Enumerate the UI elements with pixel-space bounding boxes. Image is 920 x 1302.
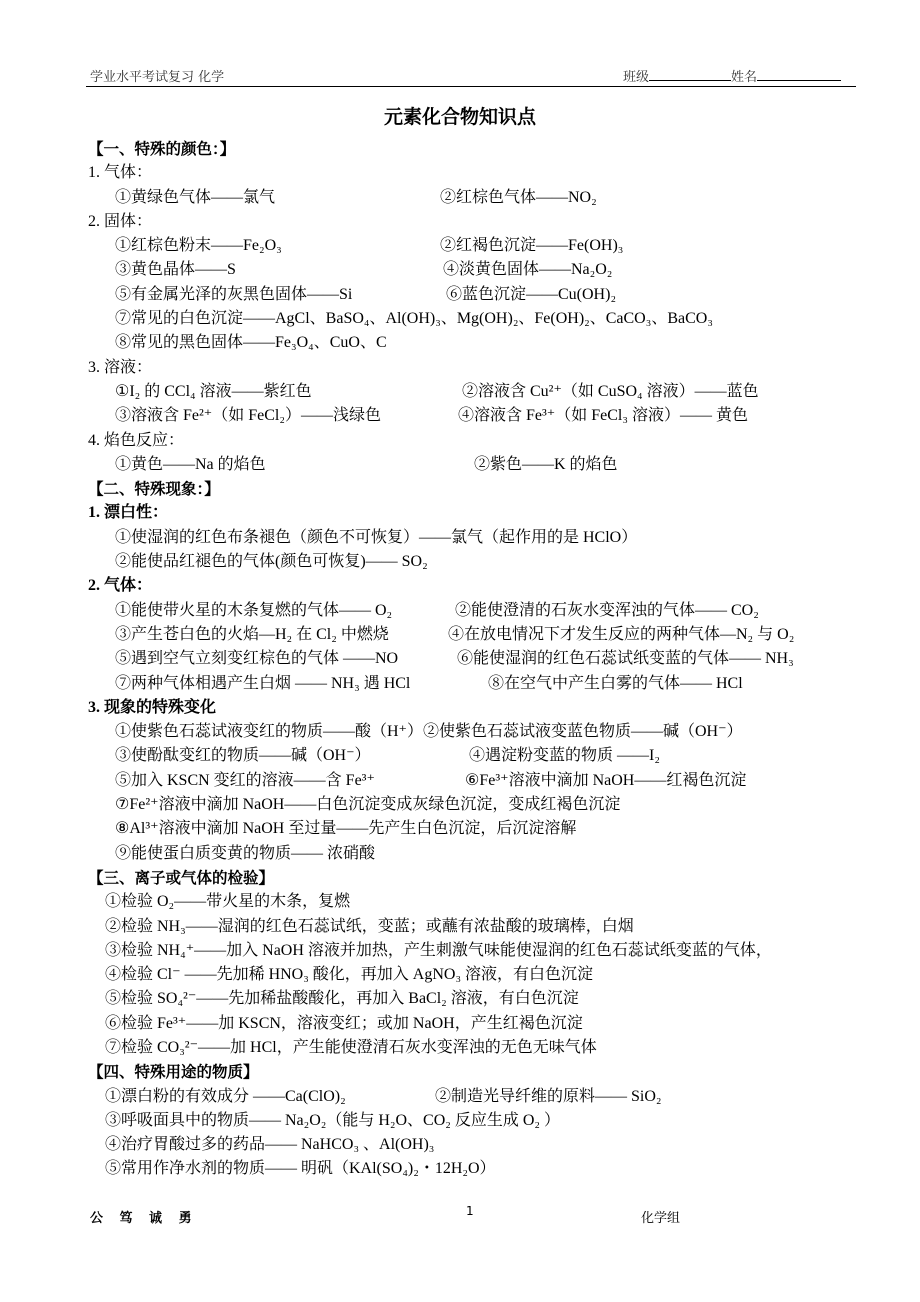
line-text-right: ②能使澄清的石灰水变浑浊的气体—— CO₂ (455, 601, 759, 619)
line-text: 【三、离子或气体的检验】 (88, 868, 275, 887)
line-text-right: ⑧在空气中产生白雾的气体—— HCl (488, 674, 743, 692)
line-text: ①漂白粉的有效成分 ——Ca(ClO)₂ (105, 1087, 346, 1105)
line-text: 2. 固体： (88, 212, 153, 230)
content-line (88, 1085, 878, 1109)
document-body (88, 137, 878, 1182)
line-text: 4. 焰色反应： (88, 431, 185, 449)
line-text: ③溶液含 Fe²⁺（如 FeCl₂）——浅绿色 (115, 407, 381, 425)
line-text-right: ④遇淀粉变蓝的物质 ——I₂ (469, 747, 660, 765)
line-text-right: ②制造光导纤维的原料—— SiO₂ (435, 1087, 662, 1105)
section-heading (88, 1060, 878, 1084)
line-text: ④治疗胃酸过多的药品—— NaHCO₃ 、Al(OH)₃ (105, 1136, 435, 1154)
content-line (88, 939, 878, 963)
line-text: ⑤遇到空气立刻变红棕色的气体 ——NO (115, 650, 399, 668)
content-line (88, 1157, 878, 1181)
line-text: 1. 漂白性： (88, 504, 169, 522)
header-right (623, 66, 841, 85)
content-line (88, 161, 878, 185)
line-text: 【一、特殊的颜色：】 (88, 140, 236, 158)
line-text: 1. 气体： (88, 164, 153, 182)
line-text: ③检验 NH₄⁺——加入 NaOH 溶液并加热，产生刺激气味能使湿润的红色石蕊试纸变蓝的气体， (105, 941, 772, 959)
content-line (88, 258, 878, 282)
line-text: ⑦检验 CO₃²⁻——加 HCl，产生能使澄清石灰水变浑浊的无色无味气体 (105, 1038, 597, 1056)
line-text-right: ②红棕色气体——NO₂ (440, 188, 597, 206)
content-line (88, 331, 878, 355)
line-text: ⑤检验 SO₄²⁻——先加稀盐酸酸化，再加入 BaCl₂ 溶液，有白色沉淀 (105, 990, 579, 1008)
line-text-right: ②红褐色沉淀——Fe(OH)₃ (440, 237, 624, 255)
line-text: 3. 溶液： (88, 358, 153, 376)
footer-motto: 公 笃 诚 勇 (90, 1211, 198, 1226)
content-line (88, 380, 878, 404)
footer-group: 化学组 (641, 1211, 681, 1226)
content-line (88, 720, 878, 744)
line-text: ①能使带火星的木条复燃的气体—— O₂ (115, 601, 393, 619)
line-text: ⑧常见的黑色固体——Fe₃O₄、CuO、C (115, 334, 387, 352)
content-line (88, 429, 878, 453)
content-line (88, 915, 878, 939)
line-text: ①红棕色粉末——Fe₂O₃ (115, 237, 282, 255)
content-line (88, 356, 878, 380)
line-text: ③使酚酞变红的物质——碱（OH⁻） (115, 747, 371, 765)
name-label: 姓名 (731, 70, 758, 85)
name-blank (757, 68, 841, 81)
line-text: 【四、特殊用途的物质】 (88, 1063, 259, 1082)
line-text: ③呼吸面具中的物质—— Na₂O₂（能与 H₂O、CO₂ 反应生成 O₂ ） (105, 1111, 560, 1129)
content-line (88, 453, 878, 477)
line-text: ①黄色——Na 的焰色 (115, 455, 266, 473)
header-left: 学业水平考试复习 化学 (90, 70, 225, 85)
line-text: ⑤加入 KSCN 变红的溶液——含 Fe³⁺ (115, 771, 375, 789)
line-text: ⑦Fe²⁺溶液中滴加 NaOH——白色沉淀变成灰绿色沉淀，变成红褐色沉淀 (115, 796, 621, 814)
subsection-heading (88, 574, 878, 598)
line-text-right: ⑥蓝色沉淀——Cu(OH)₂ (446, 285, 617, 303)
page-title: 元素化合物知识点 (383, 106, 536, 128)
class-label: 班级 (623, 70, 650, 85)
line-text: 2. 气体： (88, 577, 153, 595)
line-text: ④检验 Cl⁻ ——先加稀 HNO₃ 酸化，再加入 AgNO₃ 溶液，有白色沉淀 (105, 966, 594, 984)
content-line (88, 404, 878, 428)
line-text: ⑦常见的白色沉淀——AgCl、BaSO₄、Al(OH)₃、Mg(OH)₂、Fe(OH)₂、CaCO₃、BaCO₃ (115, 310, 713, 328)
content-line (88, 842, 878, 866)
line-text-right: ④淡黄色固体——Na₂O₂ (443, 261, 613, 279)
line-text: ⑧Al³⁺溶液中滴加 NaOH 至过量——先产生白色沉淀，后沉淀溶解 (115, 820, 577, 838)
content-line (88, 793, 878, 817)
line-text: ③黄色晶体——S (115, 261, 236, 279)
content-line (88, 769, 878, 793)
line-text: ⑤有金属光泽的灰黑色固体——Si (115, 285, 353, 303)
header-rule (86, 86, 856, 87)
content-line (88, 1036, 878, 1060)
section-heading (88, 137, 878, 161)
line-text: ⑥检验 Fe³⁺——加 KSCN，溶液变红；或加 NaOH，产生红褐色沉淀 (105, 1014, 583, 1032)
subsection-heading (88, 501, 878, 525)
line-text-right: ②紫色——K 的焰色 (474, 455, 618, 473)
class-blank (649, 68, 731, 81)
line-text: ①使湿润的红色布条褪色（颜色不可恢复）——氯气（起作用的是 HClO） (115, 528, 638, 546)
line-text-right: ④溶液含 Fe³⁺（如 FeCl₃ 溶液）—— 黄色 (458, 407, 748, 425)
content-line (88, 987, 878, 1011)
line-text: ②检验 NH₃——湿润的红色石蕊试纸，变蓝；或蘸有浓盐酸的玻璃棒，白烟 (105, 917, 634, 935)
content-line (88, 599, 878, 623)
content-line (88, 307, 878, 331)
content-line (88, 210, 878, 234)
content-line (88, 234, 878, 258)
line-text: ⑨能使蛋白质变黄的物质—— 浓硝酸 (115, 844, 376, 862)
content-line (88, 963, 878, 987)
line-text: ⑦两种气体相遇产生白烟 —— NH₃ 遇 HCl (115, 674, 411, 692)
line-text: 3. 现象的特殊变化 (88, 698, 217, 716)
line-text: 【二、特殊现象：】 (88, 480, 220, 499)
content-line (88, 890, 878, 914)
content-line (88, 744, 878, 768)
subsection-heading (88, 696, 878, 720)
line-text: ⑤常用作净水剂的物质—— 明矾（KAl(SO₄)₂・12H₂O） (105, 1160, 496, 1178)
line-text-right: ②溶液含 Cu²⁺（如 CuSO₄ 溶液）——蓝色 (462, 382, 759, 400)
content-line (88, 1109, 878, 1133)
line-text-right: ④在放电情况下才发生反应的两种气体—N₂ 与 O₂ (448, 625, 795, 643)
line-text: ②能使品红褪色的气体(颜色可恢复)—— SO₂ (115, 553, 428, 571)
line-text-right: ⑥能使湿润的红色石蕊试纸变蓝的气体—— NH₃ (457, 650, 794, 668)
content-line (88, 283, 878, 307)
section-heading (88, 477, 878, 501)
section-heading (88, 866, 878, 890)
line-text: ①I₂ 的 CCl₄ 溶液——紫红色 (115, 382, 312, 400)
content-line (88, 817, 878, 841)
content-line (88, 623, 878, 647)
content-line (88, 1012, 878, 1036)
content-line (88, 186, 878, 210)
line-text: ③产生苍白色的火焰—H₂ 在 Cl₂ 中燃烧 (115, 625, 389, 643)
line-text-right: ⑥Fe³⁺溶液中滴加 NaOH——红褐色沉淀 (465, 771, 747, 789)
content-line (88, 550, 878, 574)
line-text: ①使紫色石蕊试液变红的物质——酸（H⁺）②使紫色石蕊试液变蓝色物质——碱（OH⁻） (115, 723, 743, 741)
line-text: ①检验 O₂——带火星的木条，复燃 (105, 893, 351, 911)
content-line (88, 526, 878, 550)
content-line (88, 1133, 878, 1157)
line-text: ①黄绿色气体——氯气 (115, 188, 276, 206)
content-line (88, 672, 878, 696)
page-number: 1 (466, 1204, 474, 1218)
content-line (88, 647, 878, 671)
